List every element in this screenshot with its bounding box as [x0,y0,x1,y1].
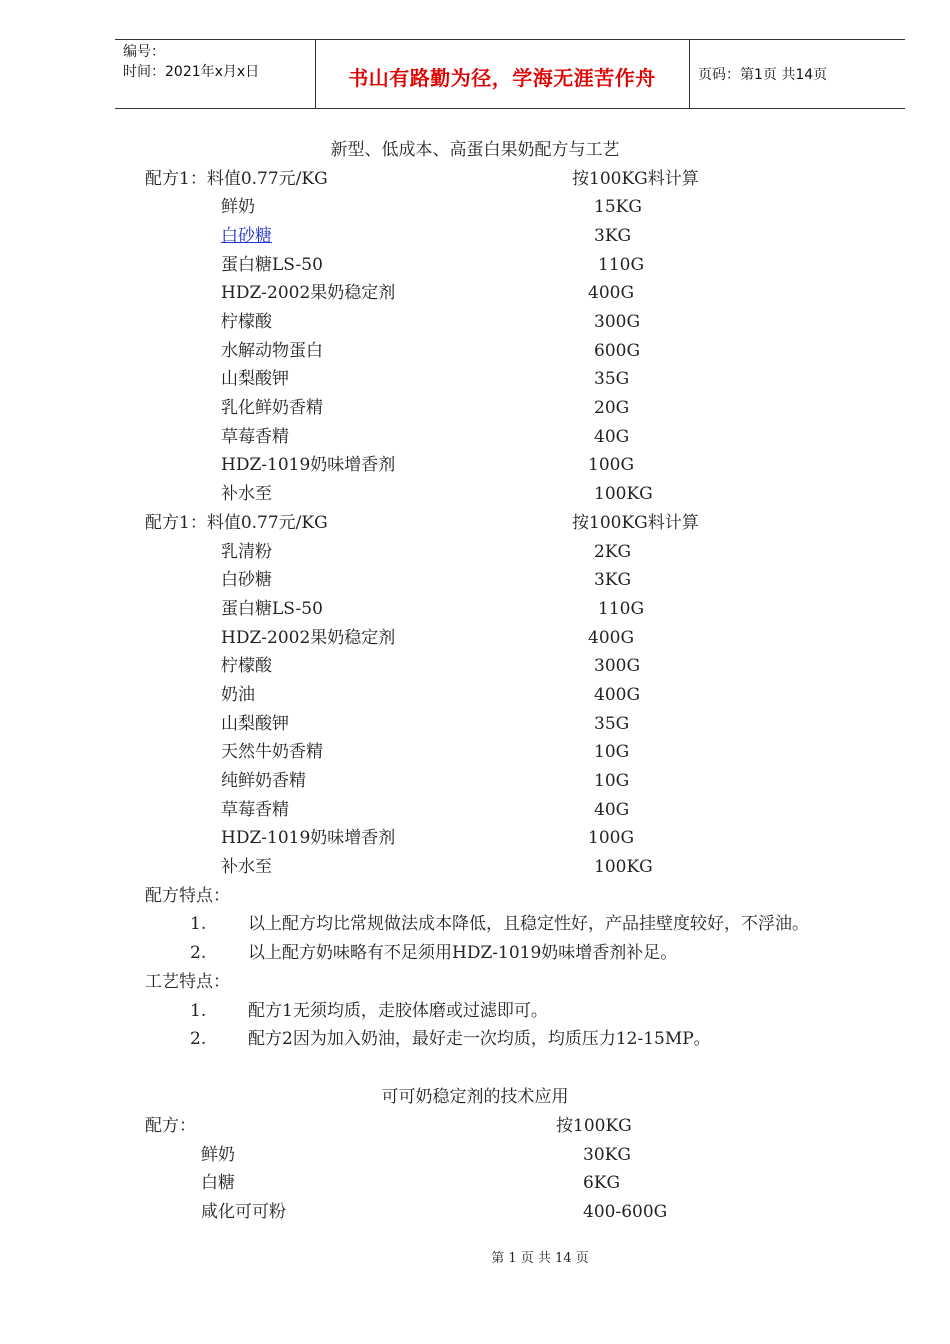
ingredient-name: 鲜奶 [201,1145,235,1165]
ingredient-name: HDZ-1019奶味增香剂 [221,828,396,848]
ingredient-qty: 300G [594,312,641,332]
number-label: 编号： [123,44,165,60]
process-text: 配方1无须均质，走胶体磨或过滤即可。 [248,1001,548,1021]
ingredient-name: 草莓香精 [221,427,289,447]
ingredient-qty: 40G [594,800,630,820]
ingredient-qty: 100KG [594,484,653,504]
recipe-heading: 配方1：料值0.77元/KG [145,513,328,533]
header-motto: 书山有路勤为径，学海无涯苦作舟 [348,66,656,90]
ingredient-qty: 100KG [594,857,653,877]
ingredient-name: 补水至 [221,857,272,877]
page-header [115,39,905,109]
recipe-basis: 按100KG料计算 [572,169,699,189]
features-heading: 配方特点： [145,886,230,906]
feature-text: 以上配方奶味略有不足须用HDZ-1019奶味增香剂补足。 [248,943,678,963]
ingredient-qty: 400G [588,283,635,303]
ingredient-name: 蛋白糖LS-50 [221,255,323,275]
ingredient-name: 白砂糖 [221,570,272,590]
process-heading: 工艺特点： [145,972,230,992]
page-footer: 第 1 页 共 14 页 [491,1251,589,1266]
feature-text: 以上配方均比常规做法成本降低，且稳定性好，产品挂壁度较好，不浮油。 [248,914,809,934]
ingredient-name: 白糖 [201,1173,235,1193]
ingredient-name: HDZ-2002果奶稳定剂 [221,283,396,303]
ingredient-name: 咸化可可粉 [201,1202,286,1222]
ingredient-name: 山梨酸钾 [221,369,289,389]
ingredient-qty: 110G [598,255,645,275]
header-page-number: 页码：第1页 共14页 [698,67,828,83]
ingredient-qty: 300G [594,656,641,676]
ingredient-qty: 20G [594,398,630,418]
ingredient-name: 水解动物蛋白 [221,341,323,361]
list-number: 1. [190,1001,207,1021]
ingredient-qty: 15KG [594,197,642,217]
ingredient-qty: 10G [594,771,630,791]
list-number: 2. [190,943,207,963]
recipe-heading: 配方： [145,1116,196,1136]
ingredient-name: 柠檬酸 [221,312,272,332]
ingredient-name: 乳清粉 [221,542,272,562]
recipe-heading: 配方1：料值0.77元/KG [145,169,328,189]
ingredient-qty: 40G [594,427,630,447]
ingredient-name: 乳化鲜奶香精 [221,398,323,418]
ingredient-qty: 10G [594,742,630,762]
ingredient-name: 山梨酸钾 [221,714,289,734]
ingredient-name: HDZ-1019奶味增香剂 [221,455,396,475]
process-text: 配方2因为加入奶油，最好走一次均质，均质压力12-15MP。 [248,1029,711,1049]
section-title: 可可奶稳定剂的技术应用 [381,1087,569,1107]
list-number: 2. [190,1029,207,1049]
recipe-basis: 按100KG [556,1116,632,1136]
ingredient-name-link[interactable]: 白砂糖 [221,226,272,246]
ingredient-qty: 400G [594,685,641,705]
recipe-basis: 按100KG料计算 [572,513,699,533]
ingredient-qty: 400-600G [583,1202,668,1222]
ingredient-qty: 35G [594,369,630,389]
ingredient-qty: 35G [594,714,630,734]
ingredient-name: 天然牛奶香精 [221,742,323,762]
ingredient-qty: 100G [588,828,635,848]
ingredient-qty: 3KG [594,226,632,246]
ingredient-qty: 3KG [594,570,632,590]
ingredient-qty: 600G [594,341,641,361]
list-number: 1. [190,914,207,934]
ingredient-name: 蛋白糖LS-50 [221,599,323,619]
ingredient-name: 奶油 [221,685,255,705]
header-divider [689,40,690,108]
ingredient-qty: 6KG [583,1173,621,1193]
ingredient-qty: 110G [598,599,645,619]
ingredient-name: 草莓香精 [221,800,289,820]
ingredient-qty: 100G [588,455,635,475]
ingredient-name: 纯鲜奶香精 [221,771,306,791]
ingredient-qty: 30KG [583,1145,631,1165]
time-label: 时间：2021年x月x日 [123,64,260,80]
ingredient-name: 补水至 [221,484,272,504]
ingredient-name: HDZ-2002果奶稳定剂 [221,628,396,648]
ingredient-name: 鲜奶 [221,197,255,217]
ingredient-qty: 400G [588,628,635,648]
ingredient-name: 柠檬酸 [221,656,272,676]
section-title: 新型、低成本、高蛋白果奶配方与工艺 [330,140,620,160]
header-meta [123,42,259,82]
ingredient-qty: 2KG [594,542,632,562]
